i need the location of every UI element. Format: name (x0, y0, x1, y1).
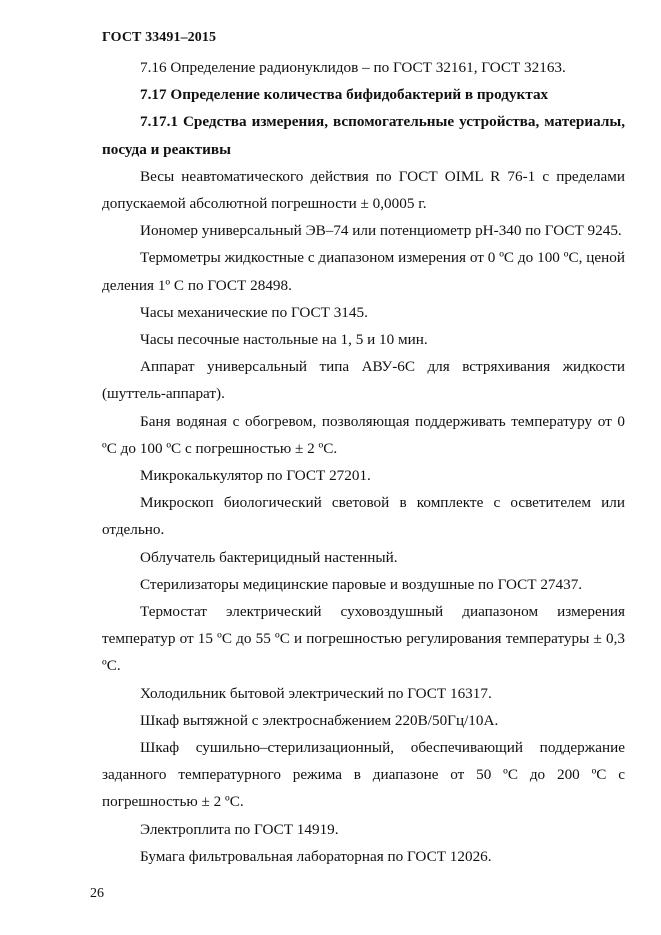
equipment-item: Бумага фильтровальная лабораторная по ГОСТ 12026. (140, 847, 492, 865)
equipment-item: Холодильник бытовой электрический по ГОСТ 16317. (140, 684, 492, 702)
document-body (102, 54, 625, 870)
equipment-item: Баня водяная с обогревом, позволяющая поддерживать температуру от 0 ºС до 100 ºС с погрешностью ± 2 ºС. (102, 412, 625, 457)
equipment-item: Часы песочные настольные на 1, 5 и 10 мин. (140, 331, 428, 349)
document-header: ГОСТ 33491–2015 (102, 30, 217, 45)
section-7-17-1-heading: 7.17.1 Средства измерения, вспомогательные устройства, материалы, посуда и реактивы (102, 113, 625, 158)
equipment-item: Электроплита по ГОСТ 14919. (140, 820, 339, 838)
equipment-item: Микрокалькулятор по ГОСТ 27201. (140, 467, 371, 485)
equipment-item: Шкаф сушильно–стерилизационный, обеспечивающий поддержание заданного температурного режима в диапазоне от 50 ºС до 200 ºС с погрешностью ± 2 ºС. (102, 739, 625, 811)
equipment-item: Аппарат универсальный типа АВУ-6С для встряхивания жидкости (шуттель-аппарат). (102, 358, 625, 403)
section-7-16: 7.16 Определение радионуклидов – по ГОСТ 32161, ГОСТ 32163. (140, 59, 566, 76)
section-7-17-heading: 7.17 Определение количества бифидобактерий в продуктах (140, 86, 549, 104)
equipment-item: Весы неавтоматического действия по ГОСТ OIML R 76-1 с пределами допускаемой абсолютной погрешности ± 0,0005 г. (102, 167, 625, 213)
equipment-item: Облучатель бактерицидный настенный. (140, 548, 398, 566)
equipment-item: Стерилизаторы медицинские паровые и воздушные по ГОСТ 27437. (140, 575, 583, 593)
equipment-item: Микроскоп биологический световой в комплекте с осветителем или отдельно. (102, 494, 625, 539)
equipment-item: Шкаф вытяжной с электроснабжением 220В/50Гц/10А. (140, 711, 499, 729)
equipment-item: Термостат электрический суховоздушный диапазоном измерения температур от 15 ºС до 55 ºС и погрешностью регулирования температуры ± 0,3 ºС. (102, 603, 625, 675)
equipment-item: Термометры жидкостные с диапазоном измерения от 0 ºС до 100 ºС, ценой деления 1º С по ГОСТ 28498. (102, 249, 625, 294)
page-number: 26 (90, 886, 104, 901)
equipment-item: Иономер универсальный ЭВ–74 или потенциометр рН-340 по ГОСТ 9245. (140, 222, 622, 240)
equipment-item: Часы механические по ГОСТ 3145. (140, 303, 368, 321)
